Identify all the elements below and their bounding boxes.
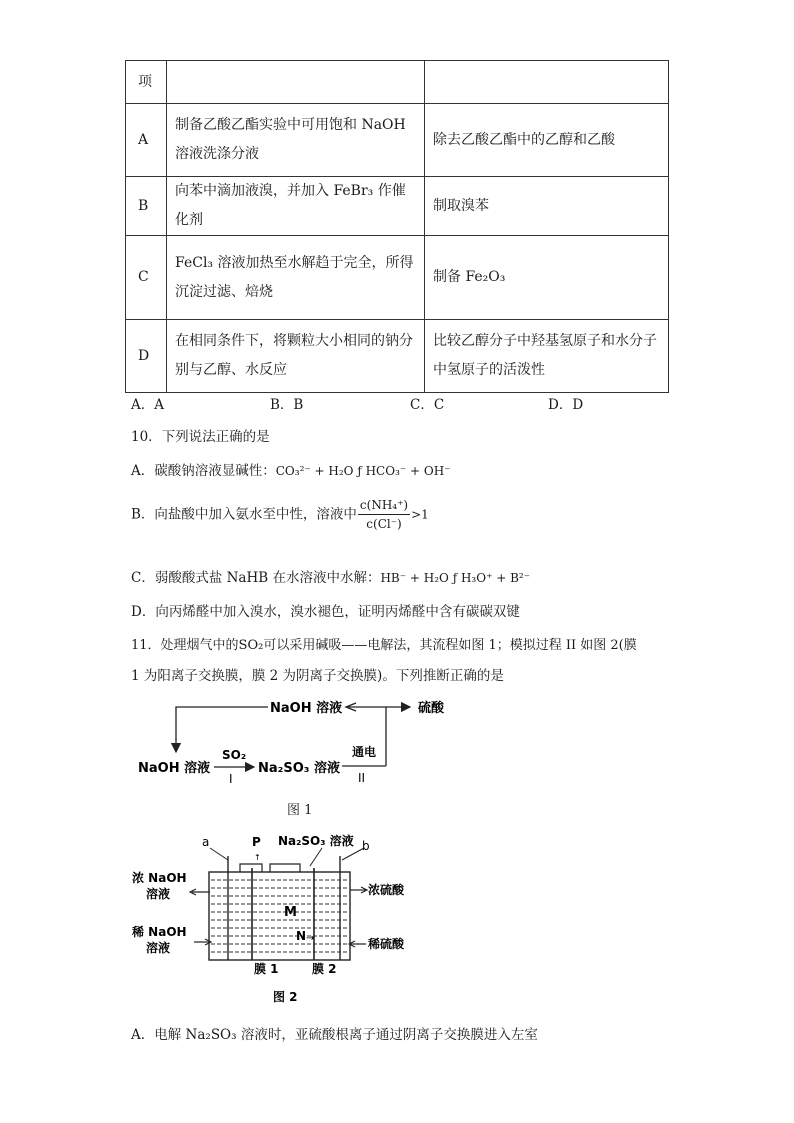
figure-2-electrolysis-cell — [132, 830, 422, 1010]
option-c[interactable]: C．C — [410, 397, 445, 413]
fraction-numerator: c(NH₄⁺) — [358, 496, 410, 515]
row-purpose: 制取溴苯 — [425, 177, 669, 236]
option-b[interactable]: B．B — [270, 397, 304, 413]
fig2-label-dil-naoh-2: 溶液 — [146, 941, 171, 955]
table-row — [126, 104, 669, 177]
fig1-so2-label: SO₂ — [222, 748, 247, 762]
fig2-label-conc-naoh-2: 溶液 — [146, 887, 171, 901]
fig2-label-dil-acid: 稀硫酸 — [368, 937, 405, 951]
table-header-label: 项 — [126, 61, 167, 104]
row-purpose: 比较乙醇分子中羟基氢原子和水分子中氢原子的活泼性 — [425, 320, 669, 393]
fig2-caption: 图 2 — [273, 990, 298, 1004]
row-label: D — [126, 320, 167, 393]
table-row — [126, 177, 669, 236]
fig2-feed-leader — [310, 848, 322, 866]
row-label: C — [126, 236, 167, 320]
fig1-electrolysis-label: 通电 — [352, 745, 377, 759]
table-row — [126, 236, 669, 320]
q10-option-b[interactable] — [131, 496, 429, 533]
fig1-mid-label: Na₂SO₃ 溶液 — [258, 761, 340, 776]
option-b-text: B．向盐酸中加入氨水至中性，溶液中 — [131, 506, 357, 523]
option-c-text: C．弱酸酸式盐 NaHB 在水溶液中水解： — [131, 570, 381, 586]
fig1-arrow-top-left — [176, 707, 268, 752]
fig2-label-p: P — [252, 835, 261, 849]
row-purpose: 除去乙酸乙酯中的乙醇和乙酸 — [425, 104, 669, 177]
q10-stem: 10．下列说法正确的是 — [131, 429, 270, 445]
fig2-label-dil-naoh-1: 稀 NaOH — [132, 925, 187, 939]
fig2-label-conc-acid: 浓硫酸 — [368, 883, 405, 897]
fig1-right-label: 硫酸 — [418, 701, 445, 716]
row-operation: 在相同条件下，将颗粒大小相同的钠分别与乙醇、水反应 — [167, 320, 425, 393]
q11-stem-line1: 11．处理烟气中的SO₂可以采用碱吸——电解法，其流程如图 1；模拟过程 II 如图 2(膜 — [131, 638, 637, 653]
table-header-purpose — [425, 61, 669, 104]
row-purpose: 制备 Fe₂O₃ — [425, 236, 669, 320]
fig2-label-membrane-2: 膜 2 — [312, 962, 337, 976]
fig1-top-label: NaOH 溶液 — [270, 701, 343, 716]
fig2-inlet-right — [270, 864, 300, 872]
option-a-equation: CO₃²⁻ + H₂O ƒ HCO₃⁻ + OH⁻ — [275, 464, 451, 478]
fig2-label-feed: Na₂SO₃ 溶液 — [278, 834, 354, 848]
fraction-denominator: c(Cl⁻) — [366, 517, 402, 531]
fig2-leader-b — [342, 848, 364, 860]
fig1-left-label: NaOH 溶液 — [138, 761, 211, 776]
fig2-label-b: b — [362, 839, 370, 853]
row-label: A — [126, 104, 167, 177]
fig1-step2-label: II — [358, 771, 366, 785]
q9-table — [125, 60, 669, 393]
table-header-row — [126, 61, 669, 104]
fig2-p-arrow-icon: ↑ — [254, 853, 261, 862]
fig2-label-m: M — [284, 905, 297, 920]
table-header-operation — [167, 61, 425, 104]
q10-option-d[interactable]: D．向丙烯醛中加入溴水，溴水褪色，证明丙烯醛中含有碳碳双键 — [131, 604, 520, 620]
fraction-comparison: >1 — [411, 507, 429, 522]
fig2-label-membrane-1: 膜 1 — [254, 962, 279, 976]
row-operation: FeCl₃ 溶液加热至水解趋于完全，所得沉淀过滤、焙烧 — [167, 236, 425, 320]
option-d[interactable]: D．D — [548, 397, 584, 413]
fig2-n-arrow-icon: → — [306, 933, 315, 944]
option-c-equation: HB⁻ + H₂O ƒ H₃O⁺ + B²⁻ — [380, 571, 531, 585]
fig2-cell-container — [209, 872, 350, 960]
fig2-inlet-left — [240, 864, 262, 872]
figure-1-flow-diagram — [130, 692, 460, 790]
fig2-leader-a — [210, 848, 228, 860]
fig2-label-a: a — [202, 835, 210, 849]
fig2-label-conc-naoh-1: 浓 NaOH — [132, 871, 187, 885]
row-operation: 制备乙酸乙酯实验中可用饱和 NaOH 溶液洗涤分液 — [167, 104, 425, 177]
fig1-caption: 图 1 — [287, 803, 313, 818]
row-operation: 向苯中滴加液溴，并加入 FeBr₃ 作催化剂 — [167, 177, 425, 236]
q11-stem-line2: 1 为阳离子交换膜，膜 2 为阴离子交换膜)。下列推断正确的是 — [131, 668, 504, 684]
fig1-step1-label: I — [229, 772, 233, 786]
ratio-fraction — [358, 496, 410, 533]
q11-option-a[interactable]: A．电解 Na₂SO₃ 溶液时，亚硫酸根离子通过阴离子交换膜进入左室 — [131, 1027, 538, 1043]
option-a[interactable]: A．A — [131, 397, 164, 413]
q10-option-a[interactable] — [131, 459, 451, 479]
fig2-label-n: N — [296, 929, 307, 943]
q10-option-c[interactable] — [131, 566, 530, 586]
option-a-text: A．碳酸钠溶液显碱性： — [131, 463, 276, 479]
fig2-liquid-lines — [211, 880, 348, 952]
row-label: B — [126, 177, 167, 236]
table-row — [126, 320, 669, 393]
